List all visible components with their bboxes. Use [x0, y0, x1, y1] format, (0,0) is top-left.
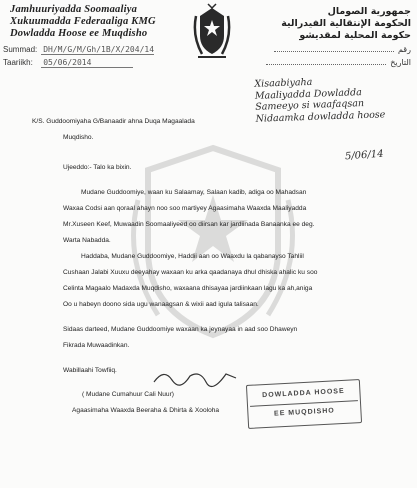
- signature-mark: [150, 366, 240, 388]
- header-line-2: Xukuumadda Federaaliga KMG: [10, 16, 156, 27]
- ar-reference-row: [274, 45, 411, 54]
- date-row: [3, 58, 133, 68]
- ar-date-row: [266, 58, 411, 67]
- date-value: 05/06/2014: [41, 58, 133, 68]
- closing-line: Wabillaahi Towfiiq.: [63, 367, 117, 374]
- stamp-line-1: DOWLADDA HOOSE: [262, 387, 345, 400]
- ar-reference-label: رقم: [397, 45, 411, 54]
- handwritten-note: [254, 73, 416, 125]
- paragraph-3-line-1: Sidaas darteed, Mudane Guddoomiye waxaan ka jeynayaa in aad soo Dhaweyn: [63, 326, 298, 333]
- note-line-1: Xisaabiyaha: [254, 76, 313, 90]
- header-arabic: [256, 6, 411, 42]
- note-line-3: Sameeyo si waafaqsan: [255, 97, 365, 113]
- watermark-emblem: [118, 140, 308, 340]
- subject-line: Ujeeddo:- Talo ka bixin.: [63, 164, 132, 171]
- reference-row: [3, 45, 154, 55]
- paragraph-2-line-2: Cushaan Jalabi Xuuxu deeyahay waxaan ku arka qaadanaya dhul dhiska ahalic ku soo: [63, 269, 318, 276]
- handwritten-date: 5/06/14: [344, 148, 384, 163]
- reference-label: Summad:: [3, 45, 38, 54]
- office-stamp: [246, 379, 362, 429]
- note-line-2: Maaliyadda Dowladda: [254, 86, 362, 102]
- paragraph-1-line-2: Waxaa Codsi aan qoraal ahayn noo soo martiyey Agaasimaha Waaxda Maaliyadda: [63, 205, 307, 212]
- coat-of-arms-icon: [192, 2, 232, 60]
- paragraph-2-line-3: Celinta Magaalo Madaxda Muqdisho, waxaana dhisayaa jardiinkaan lagu ka ah,aniga: [63, 285, 313, 292]
- paragraph-1-line-1: Mudane Guddoomiye, waan ku Salaamay, Salaan kadib, adiga oo Mahadsan: [81, 189, 307, 196]
- date-label: Taariikh:: [3, 58, 33, 67]
- signer-name: ( Mudane Cumahuur Cali Nuur): [82, 391, 174, 398]
- paragraph-2-line-1: Haddaba, Mudane Guddoomiye, Haddii aan oo Waaxdu la qabanayso Tahliil: [81, 253, 304, 260]
- paragraph-1-line-3: Mr.Xuseen Keef, Muwaadin Soomaaliyeed oo diirsan kar jardiinada Banaanka ee deg.: [63, 221, 315, 228]
- paragraph-3-line-2: Fikrada Muwaadinkan.: [63, 342, 130, 349]
- header-ar-line-1: جمهورية الصومال: [327, 6, 411, 17]
- note-line-4: Nidaamka dowladda hoose: [255, 108, 386, 125]
- recipient-line-1: K/S. Guddoomiyaha G/Banaadir ahna Duqa Magaalada: [32, 118, 195, 125]
- header-line-3: Dowladda Hoose ee Muqdisho: [10, 28, 148, 39]
- reference-value: DH/M/G/M/Gh/1B/X/204/14: [43, 45, 155, 54]
- header-ar-line-2: الحكومة الإنتقالية الفيدرالية: [281, 18, 411, 29]
- ar-date-label: التاريخ: [390, 58, 411, 67]
- stamp-line-2: EE MUQDISHO: [273, 407, 335, 418]
- header-ar-line-3: حكومة المحلية لمقديشو: [299, 30, 411, 41]
- header-somali: [10, 4, 190, 40]
- header-line-1: Jamhuuriyadda Soomaaliya: [10, 4, 138, 15]
- signer-title: Agaasimaha Waaxda Beeraha & Dhirta & Xooloha: [72, 407, 220, 414]
- paragraph-2-line-4: Oo u habeyn doono sida ugu wanaagsan & wixii aad igula talisaan.: [63, 301, 259, 308]
- paragraph-1-line-4: Warta Nabadda.: [63, 237, 111, 244]
- recipient-line-2: Muqdisho.: [63, 134, 94, 141]
